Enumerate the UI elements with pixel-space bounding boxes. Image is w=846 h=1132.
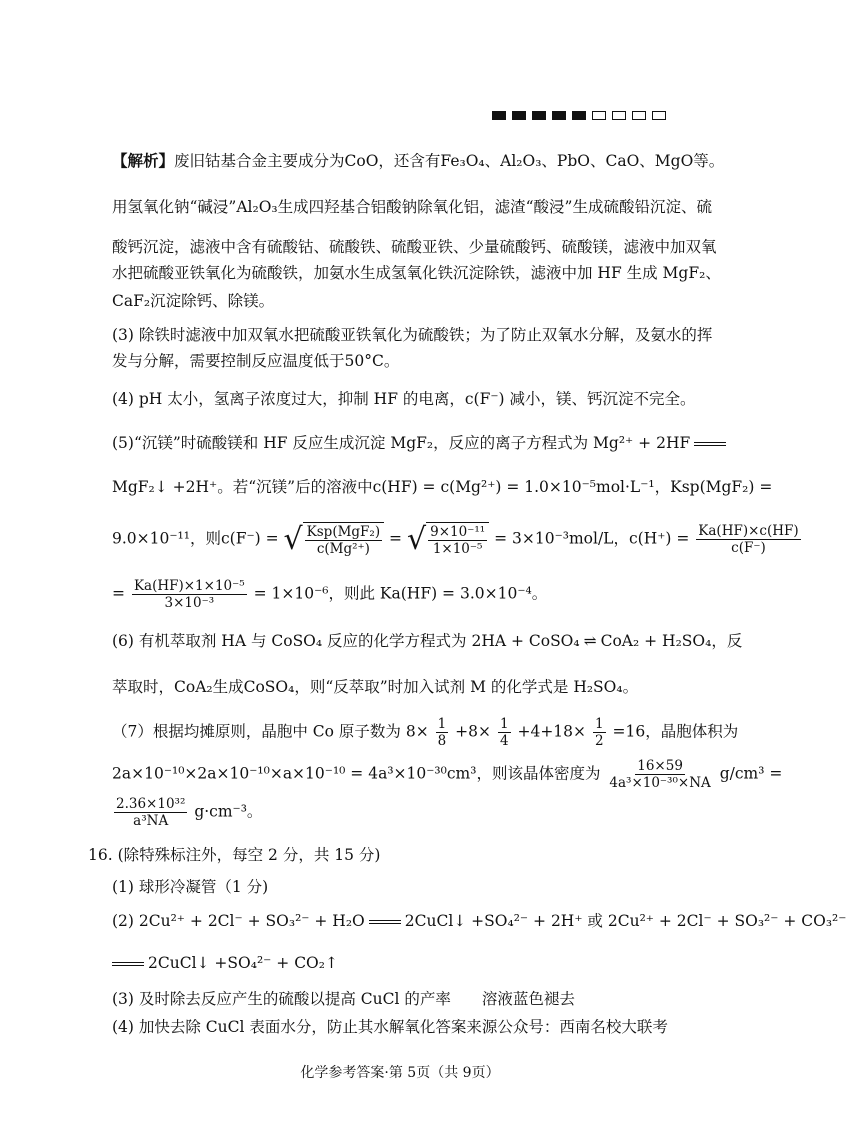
q5-text: =	[112, 584, 125, 603]
q7-text: g·cm⁻³。	[194, 802, 263, 821]
filled-square	[572, 111, 586, 120]
filled-square	[492, 111, 506, 120]
empty-square	[612, 111, 626, 120]
q7-line-2	[112, 758, 782, 791]
empty-square	[632, 111, 646, 120]
fraction-h-ion	[696, 523, 800, 556]
q7-text: =16，晶胞体积为	[612, 722, 739, 741]
sqrt-value-fraction: √ $\frac{\text{9×10⁻¹¹}}{\text{1×10⁻⁵}}$	[407, 522, 489, 557]
equals-sign	[369, 920, 401, 924]
analysis-line-1	[112, 150, 724, 172]
fraction-one-eighth	[436, 716, 449, 749]
q5-text: = 1×10⁻⁶，则此 Ka(HF) = 3.0×10⁻⁴。	[253, 584, 548, 603]
fraction-denominator: c(Mg²⁺)	[316, 541, 370, 557]
q5-text: = 3×10⁻³mol/L，c(H⁺) =	[494, 529, 690, 548]
fraction-numerator: Ka(HF)×c(HF)	[698, 523, 799, 539]
q16-answer-4: (4) 加快去除 CuCl 表面水分，防止其水解氧化答案来源公众号：西南名校大联考	[112, 1018, 668, 1036]
analysis-line-2: 用氢氧化钠“碱浸”Al₂O₃生成四羟基合铝酸钠除氧化铝，滤渣“酸浸”生成硫酸铅沉淀、硫	[112, 198, 712, 216]
fraction-numerator: Ka(HF)×1×10⁻⁵	[133, 578, 245, 594]
equals-sign	[112, 962, 144, 966]
q6-text: CoA₂ + H₂SO₄，反	[600, 632, 743, 650]
q5-line-2: MgF₂↓ +2H⁺。若“沉镁”后的溶液中c(HF) = c(Mg²⁺) = 1.0×10⁻⁵mol·L⁻¹，Ksp(MgF₂) =	[112, 478, 773, 496]
analysis-tag: 【解析】	[112, 151, 175, 170]
fraction-numerator: 16×59	[637, 758, 683, 774]
analysis-line-3: 酸钙沉淀，滤液中含有硫酸钴、硫酸铁、硫酸亚铁、少量硫酸钙、硫酸镁，滤液中加双氧	[112, 238, 717, 256]
q7-text: +8×	[455, 722, 491, 741]
fraction-numerator: 1	[594, 716, 604, 732]
page-progress-marks	[492, 111, 666, 120]
fraction-numerator: 1	[499, 716, 509, 732]
q6-text: (6) 有机萃取剂 HA 与 CoSO₄ 反应的化学方程式为 2HA + CoSO₄	[112, 632, 580, 650]
sqrt-ksp-fraction: √ $\frac{\text{Ksp(MgF₂)}}{\text{c(Mg²⁺)}}$	[284, 522, 385, 557]
fraction-denominator: 2	[594, 733, 604, 749]
q5-line-3	[112, 522, 803, 557]
q16-answer-1: (1) 球形冷凝管（1 分)	[112, 878, 269, 896]
filled-square	[512, 111, 526, 120]
q7-line-1	[112, 716, 738, 749]
analysis-line-4: 水把硫酸亚铁氧化为硫酸铁，加氨水生成氢氧化铁沉淀除铁，滤液中加 HF 生成 MgF₂、	[112, 264, 721, 282]
fraction-density-result	[114, 796, 187, 829]
fraction-denominator: 4	[499, 733, 509, 749]
q5-text: =	[389, 529, 403, 548]
fraction-density	[607, 758, 712, 791]
equilibrium-arrow-icon: ⇌	[583, 632, 597, 650]
q16-heading: 16. (除特殊标注外，每空 2 分，共 15 分)	[88, 846, 381, 864]
fraction-denominator: c(F⁻)	[731, 540, 766, 556]
q16-answer-2	[112, 910, 846, 932]
fraction-denominator: 1×10⁻⁵	[432, 541, 483, 557]
fraction-ka	[132, 578, 247, 611]
q7-text: g/cm³ =	[719, 764, 783, 783]
q3-line-2: 发与分解，需要控制反应温度低于50°C。	[112, 352, 400, 370]
q3-line-1: (3) 除铁时滤液中加双氧水把硫酸亚铁氧化为硫酸铁；为了防止双氧水分解，及氨水的挥	[112, 326, 713, 344]
q6-line-2: 萃取时，CoA₂生成CoSO₄，则“反萃取”时加入试剂 M 的化学式是 H₂SO₄。	[112, 678, 639, 696]
page-footer: 化学参考答案·第 5页（共 9页）	[300, 1065, 500, 1081]
fraction-numerator: 2.36×10³²	[116, 796, 186, 812]
fraction-one-half	[593, 716, 606, 749]
fraction-denominator: a³NA	[133, 813, 169, 829]
q7-text: （7）根据均摊原则，晶胞中 Co 原子数为 8×	[112, 722, 429, 741]
q5-text: 9.0×10⁻¹¹，则c(F⁻) =	[112, 529, 279, 548]
q16-answer-3: (3) 及时除去反应产生的硫酸以提高 CuCl 的产率 溶液蓝色褪去	[112, 990, 575, 1008]
q16-text: 2CuCl↓ +SO₄²⁻ + CO₂↑	[148, 954, 338, 972]
equals-sign	[694, 442, 726, 446]
fraction-one-quarter	[498, 716, 511, 749]
q16-text: 2CuCl↓ +SO₄²⁻ + 2H⁺ 或 2Cu²⁺ + 2Cl⁻ + SO₃²⁻ + CO₃²⁻	[404, 912, 846, 930]
fraction-numerator: Ksp(MgF₂)	[306, 524, 381, 540]
q16-text: (2) 2Cu²⁺ + 2Cl⁻ + SO₃²⁻ + H₂O	[112, 912, 365, 930]
analysis-line-5: CaF₂沉淀除钙、除镁。	[112, 292, 275, 310]
fraction-numerator: 1	[437, 716, 447, 732]
q16-answer-2-cont	[112, 952, 338, 974]
q7-text: +4+18×	[517, 722, 587, 741]
q7-text: 2a×10⁻¹⁰×2a×10⁻¹⁰×a×10⁻¹⁰ = 4a³×10⁻³⁰cm³，则该晶体密度为	[112, 764, 601, 783]
fraction-numerator: 9×10⁻¹¹	[430, 524, 486, 540]
fraction-denominator: 4a³×10⁻³⁰×NA	[609, 775, 711, 791]
filled-square	[532, 111, 546, 120]
fraction-denominator: 8	[437, 733, 447, 749]
empty-square	[592, 111, 606, 120]
fraction-denominator: 3×10⁻³	[164, 595, 215, 611]
q4-line-1: (4) pH 太小，氢离子浓度过大，抑制 HF 的电离，c(F⁻) 减小，镁、钙沉淀不完全。	[112, 390, 696, 408]
q7-line-3	[112, 796, 262, 829]
empty-square	[652, 111, 666, 120]
q5-line-1	[112, 432, 730, 454]
q6-line-1	[112, 630, 742, 652]
filled-square	[552, 111, 566, 120]
q5-text: (5)“沉镁”时硫酸镁和 HF 反应生成沉淀 MgF₂，反应的离子方程式为 Mg²⁺ + 2HF	[112, 434, 691, 452]
analysis-text: 废旧钴基合金主要成分为CoO，还含有Fe₃O₄、Al₂O₃、PbO、CaO、MgO等。	[174, 152, 725, 170]
q5-line-4	[112, 578, 547, 611]
